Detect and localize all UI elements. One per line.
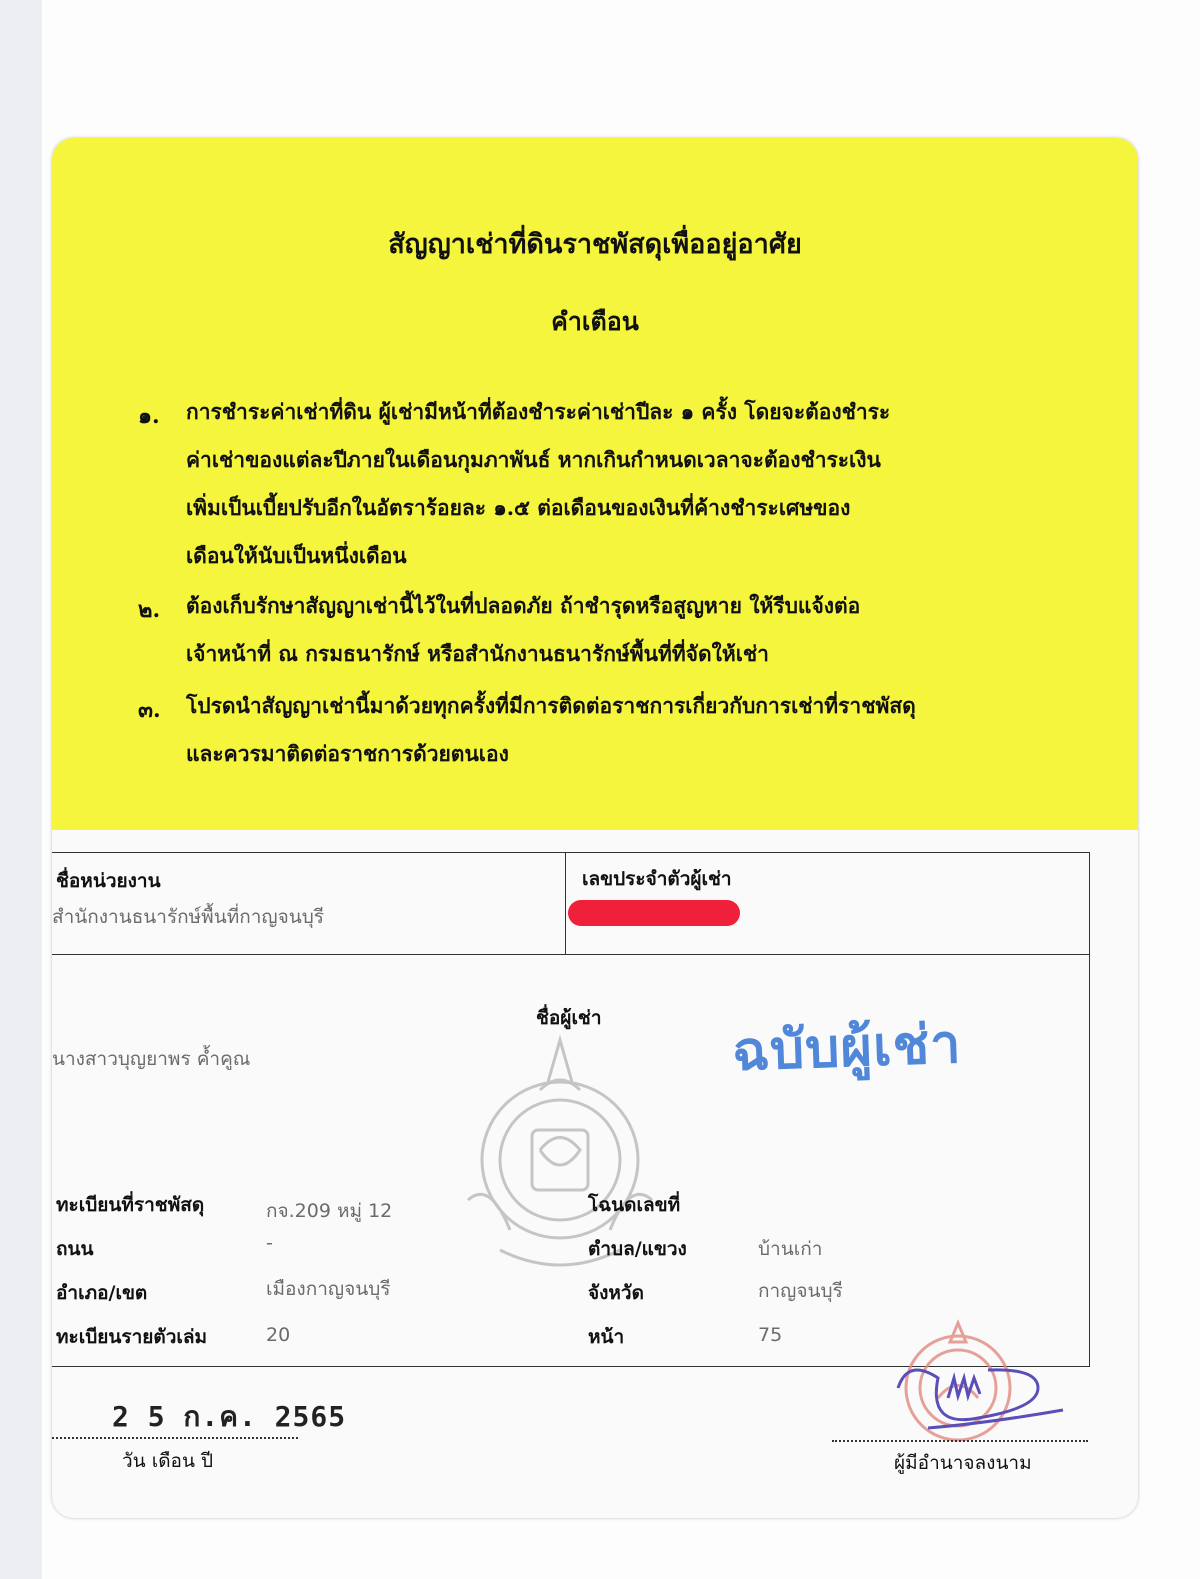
warning-2-line-2: เจ้าหน้าที่ ณ กรมธนารักษ์ หรือสำนักงานธนารักษ์พื้นที่ที่จัดให้เช่า xyxy=(186,641,769,666)
page-value: 75 xyxy=(758,1324,783,1346)
tenant-id-label: เลขประจำตัวผู้เช่า xyxy=(582,868,732,890)
tenant-name-value: นางสาวบุญยาพร ค้ำคูณ xyxy=(52,1048,251,1070)
road-value: - xyxy=(266,1232,273,1254)
warning-3-line-1: โปรดนำสัญญาเช่านี้มาด้วยทุกครั้งที่มีการติดต่อราชการเกี่ยวกับการเช่าที่ราชพัสดุ xyxy=(186,693,916,718)
warning-item-1 xyxy=(186,388,986,580)
deed-number-label: โฉนดเลขที่ xyxy=(588,1194,681,1216)
agency-value: สำนักงานธนารักษ์พื้นที่กาญจนบุรี xyxy=(52,906,324,928)
warning-1-line-4: เดือนให้นับเป็นหนึ่งเดือน xyxy=(186,543,407,568)
warning-1-line-1: การชำระค่าเช่าที่ดิน ผู้เช่ามีหน้าที่ต้องชำระค่าเช่าปีละ ๑ ครั้ง โดยจะต้องชำระ xyxy=(186,399,891,424)
warning-item-3 xyxy=(186,682,986,778)
form-top-border xyxy=(52,852,1090,853)
tenant-name-label: ชื่อผู้เช่า xyxy=(536,1007,602,1029)
province-value: กาญจนบุรี xyxy=(758,1280,843,1302)
registry-label: ทะเบียนที่ราชพัสดุ xyxy=(56,1194,205,1216)
copy-stamp: ฉบับผู้เช่า xyxy=(730,1012,963,1083)
book-value: 20 xyxy=(266,1324,291,1346)
official-seal-signature xyxy=(888,1318,1068,1448)
warning-number-1: ๑. xyxy=(138,403,160,429)
warning-number-2: ๒. xyxy=(138,597,161,623)
district-label: อำเภอ/เขต xyxy=(56,1282,148,1304)
signature-dotted-line xyxy=(832,1440,1088,1442)
signer-label: ผู้มีอำนาจลงนาม xyxy=(894,1452,1032,1474)
registry-value: กจ.209 หมู่ 12 xyxy=(266,1200,393,1222)
province-label: จังหวัด xyxy=(588,1282,644,1304)
date-label: วัน เดือน ปี xyxy=(122,1450,214,1472)
date-value: 2 5 ก.ค. 2565 xyxy=(112,1400,347,1433)
subdistrict-label: ตำบล/แขวง xyxy=(588,1238,687,1260)
redaction-mark xyxy=(568,900,740,926)
warning-heading: คำเตือน xyxy=(551,307,639,336)
viewer-left-strip xyxy=(0,0,42,1579)
warning-1-line-3: เพิ่มเป็นเบี้ยปรับอีกในอัตราร้อยละ ๑.๕ ต่อเดือนของเงินที่ค้างชำระเศษของ xyxy=(186,495,851,520)
district-value: เมืองกาญจนบุรี xyxy=(266,1278,391,1300)
form-right-border xyxy=(1089,852,1090,1366)
warning-1-line-2: ค่าเช่าของแต่ละปีภายในเดือนกุมภาพันธ์ หากเกินกำหนดเวลาจะต้องชำระเงิน xyxy=(186,447,881,472)
book-label: ทะเบียนรายตัวเล่ม xyxy=(56,1326,208,1348)
date-dotted-line xyxy=(52,1437,298,1439)
page-label: หน้า xyxy=(588,1326,625,1348)
agency-label: ชื่อหน่วยงาน xyxy=(56,870,161,892)
warning-2-line-1: ต้องเก็บรักษาสัญญาเช่านี้ไว้ในที่ปลอดภัย ถ้าชำรุดหรือสูญหาย ให้รีบแจ้งต่อ xyxy=(186,593,861,618)
warning-item-2 xyxy=(186,582,986,678)
form-column-divider xyxy=(565,852,566,954)
form-header-divider xyxy=(52,954,1090,955)
warning-number-3: ๓. xyxy=(138,697,161,723)
subdistrict-value: บ้านเก่า xyxy=(758,1238,823,1260)
contract-title: สัญญาเช่าที่ดินราชพัสดุเพื่ออยู่อาศัย xyxy=(388,229,802,260)
warning-3-line-2: และควรมาติดต่อราชการด้วยตนเอง xyxy=(186,741,509,766)
road-label: ถนน xyxy=(56,1238,94,1260)
